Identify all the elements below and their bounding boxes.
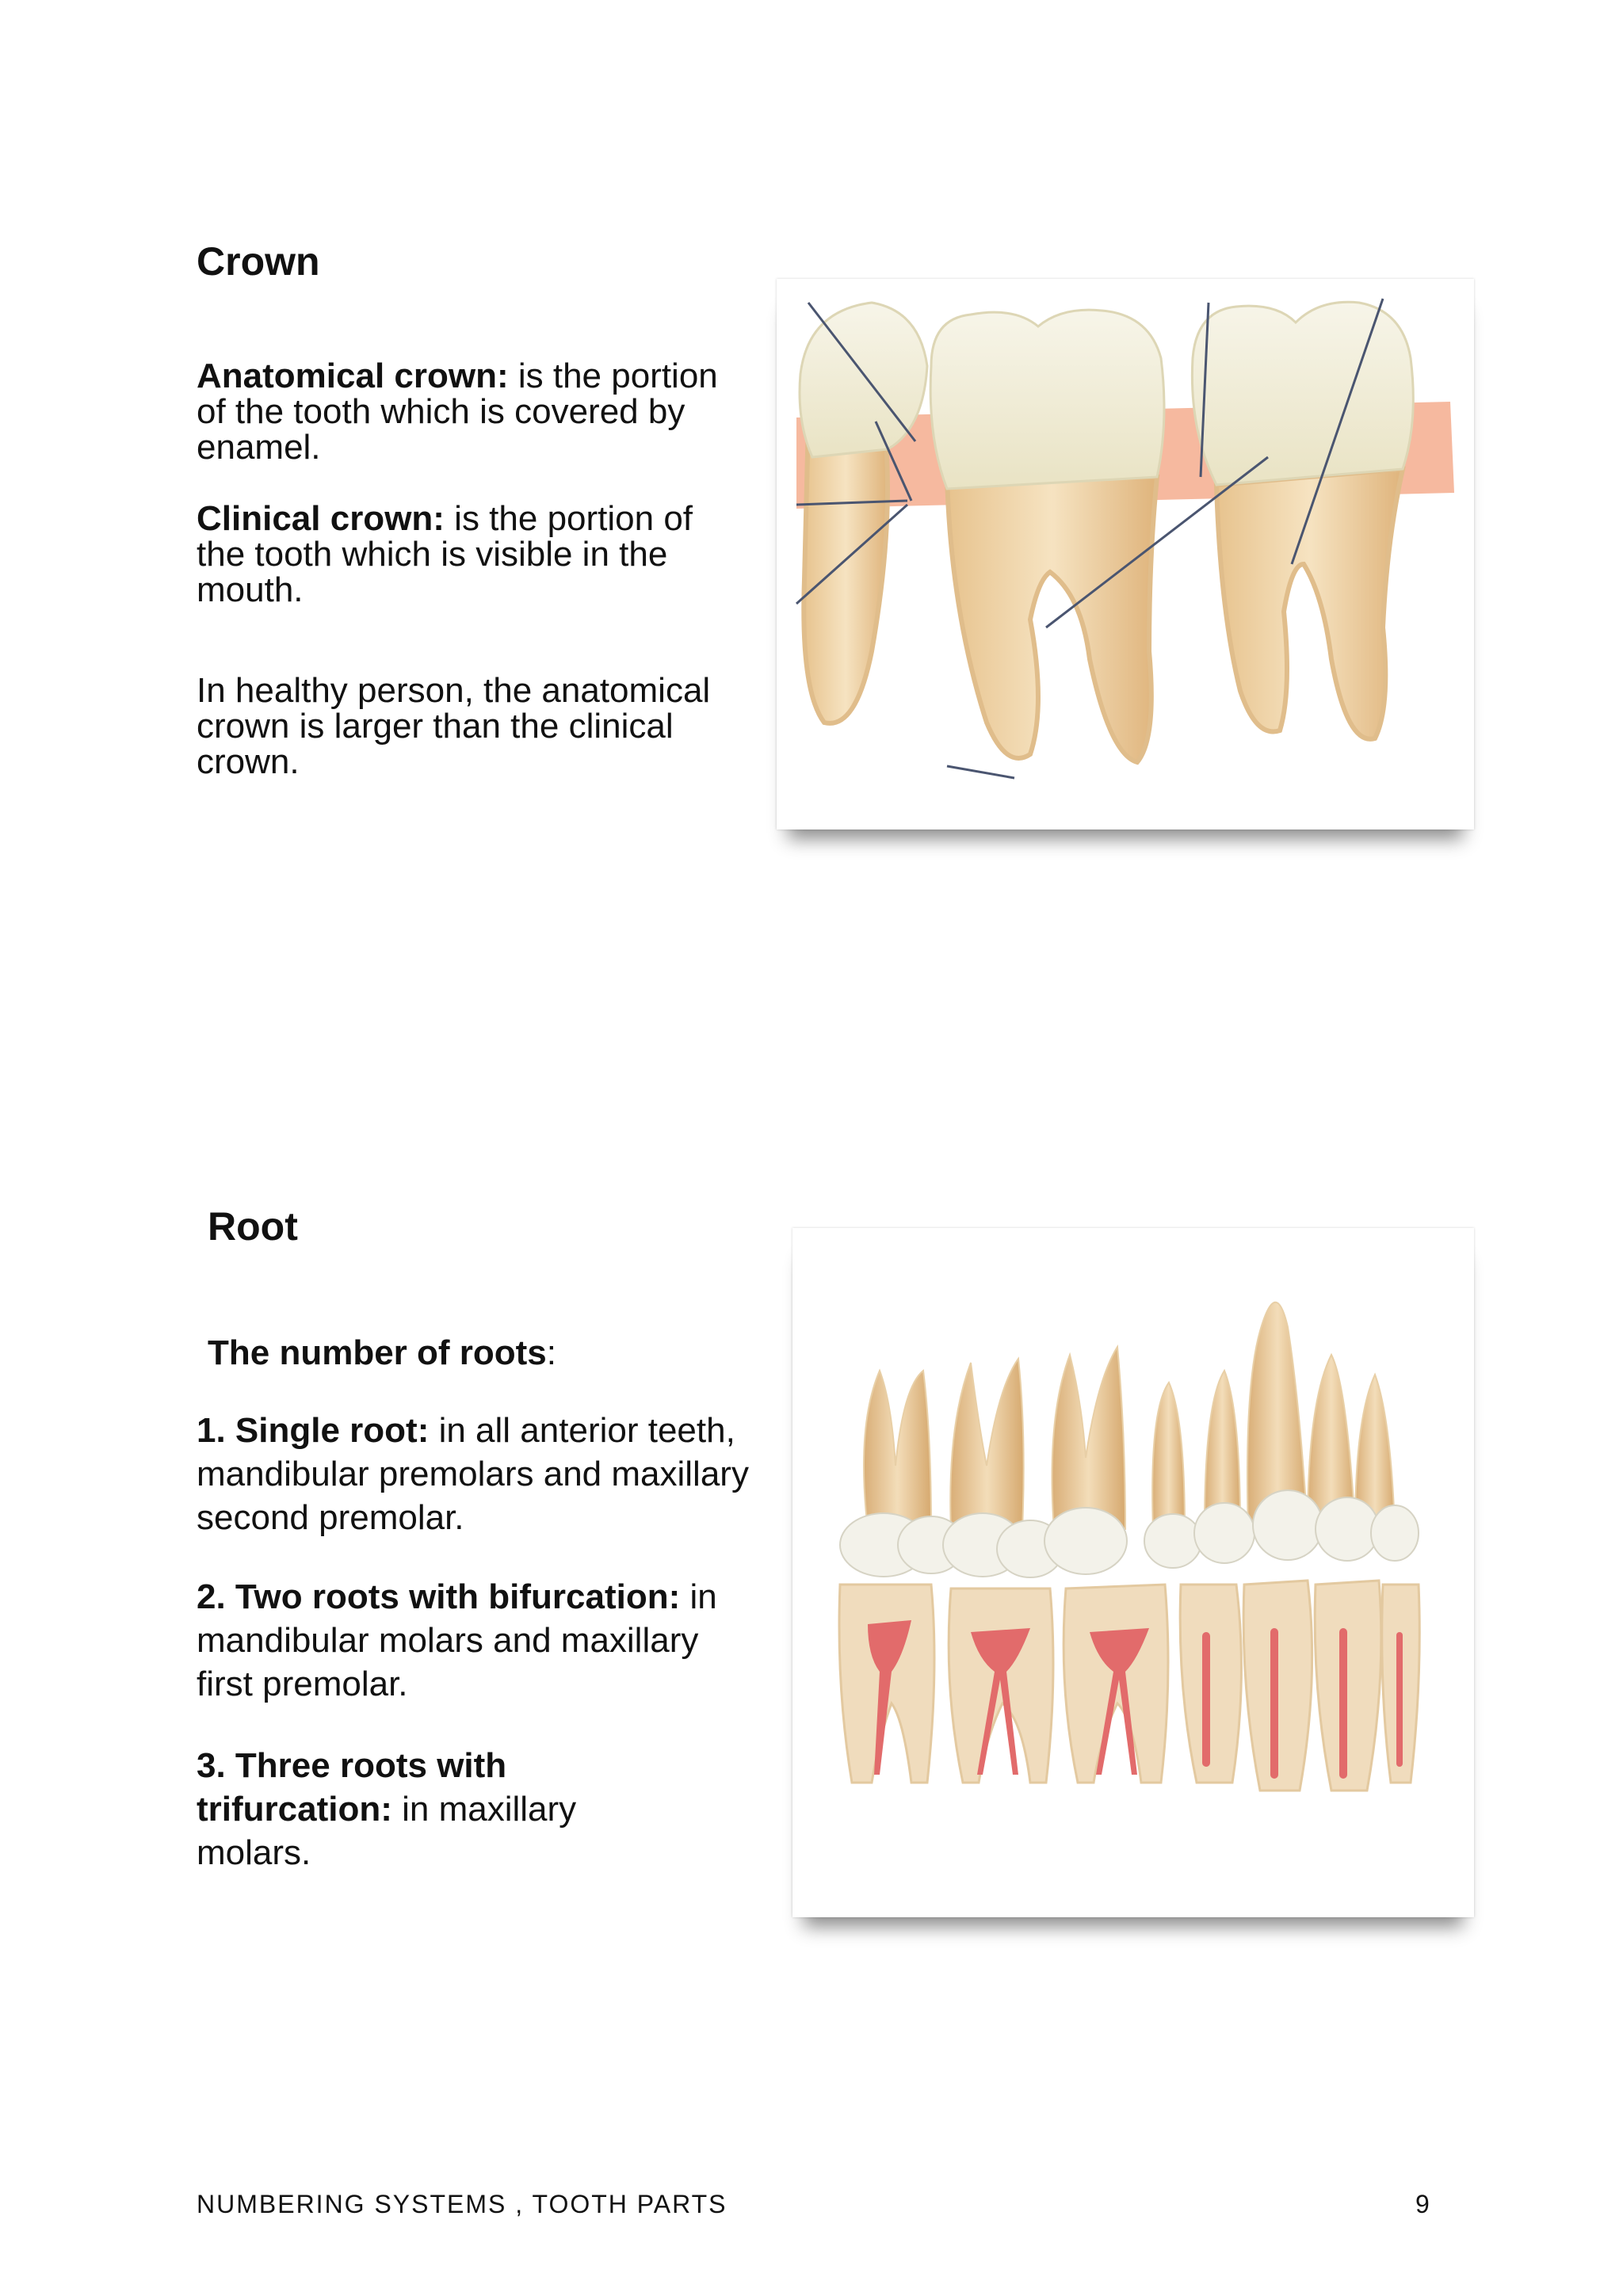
root-type-item (197, 1575, 751, 1706)
root-subheading-text: The number of roots (208, 1333, 547, 1372)
crown-heading: Crown (197, 239, 320, 284)
footer-chapter-title: NUMBERING SYSTEMS , TOOTH PARTS (197, 2190, 727, 2218)
root-type-text: in maxillary molars. (197, 1790, 577, 1872)
crown-figure (777, 279, 1474, 830)
anatomical-crown-term: Anatomical crown: (197, 357, 509, 395)
root-type-item (197, 1409, 751, 1539)
clinical-crown-text: is the portion of the tooth which is visible in the mouth. (197, 499, 693, 609)
crown-definitions (197, 358, 743, 780)
clinical-crown-definition (197, 501, 743, 608)
root-type-list (197, 1409, 751, 1875)
root-type-item (197, 1744, 640, 1875)
crown-size-note: In healthy person, the anatomical crown is larger than the clinical crown. (197, 671, 711, 781)
root-type-text: in all anterior teeth, mandibular premolars and maxillary second premolar. (197, 1411, 749, 1537)
root-type-term: 3. Three roots with trifurcation: (197, 1746, 507, 1829)
crown-illustration (777, 279, 1474, 830)
anatomical-crown-text: is the portion of the tooth which is covered by enamel. (197, 357, 718, 467)
anatomical-crown-definition (197, 358, 743, 465)
root-type-term: 1. Single root: (197, 1411, 430, 1450)
root-subheading-colon: : (546, 1333, 557, 1372)
root-type-term: 2. Two roots with bifurcation: (197, 1577, 681, 1616)
root-type-text: in mandibular molars and maxillary first premolar. (197, 1577, 717, 1703)
root-subheading (208, 1331, 556, 1375)
teeth-roots-illustration (792, 1228, 1474, 1917)
root-heading: Root (208, 1204, 298, 1249)
page-number: 9 (1415, 2190, 1431, 2218)
clinical-crown-term: Clinical crown: (197, 499, 445, 538)
root-figure (792, 1228, 1474, 1917)
